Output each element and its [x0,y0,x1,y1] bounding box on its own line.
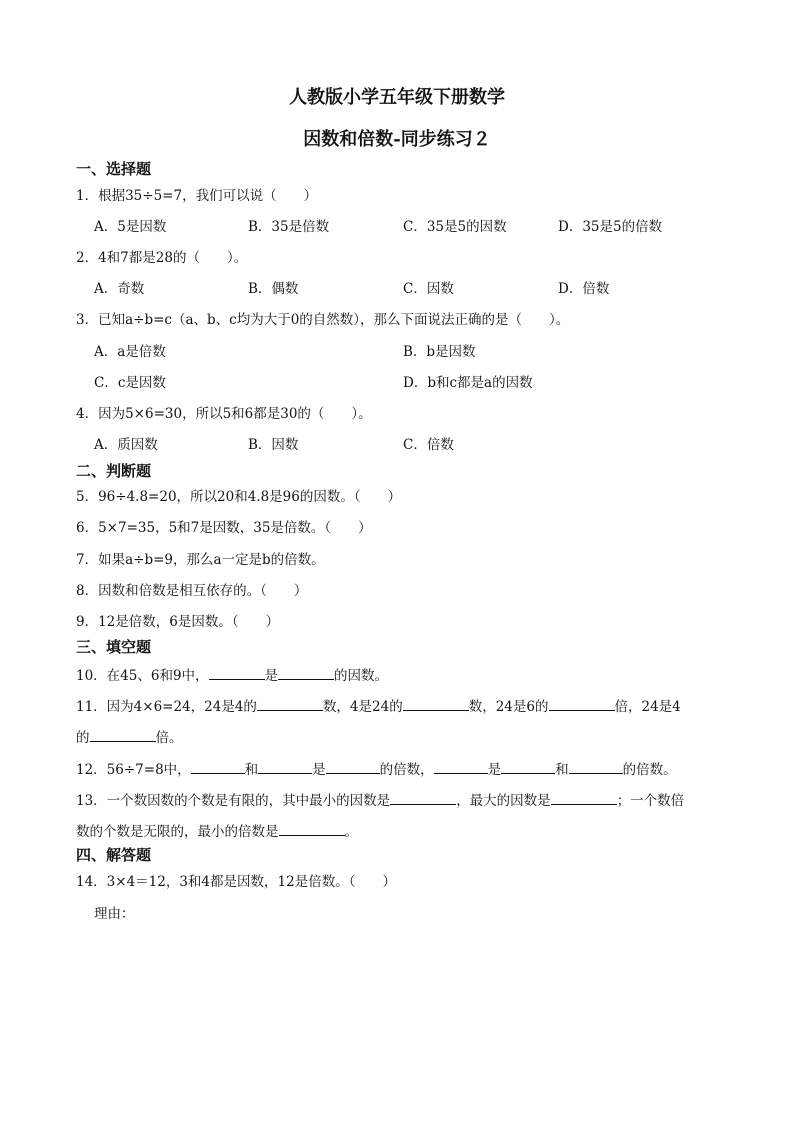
q11-text-6: 倍。 [155,730,183,746]
section-heading-choice: 一、选择题 [76,160,152,178]
q4-option-a: A．质因数 [94,437,158,453]
question-1: 1．根据35÷5=7，我们可以说（ ） [76,188,318,204]
answer-blank[interactable] [326,758,380,774]
page-title: 人教版小学五年级下册数学 [289,87,505,108]
q3-option-c: C．c是因数 [94,375,166,391]
answer-blank[interactable] [501,758,555,774]
q12-text-5: 是 [487,762,502,778]
q13-text-4: 数的个数是无限的，最小的倍数是 [76,824,279,840]
question-2: 2．4和7都是28的（ ）。 [76,250,248,266]
question-9: 9．12是倍数，6是因数。（ ） [76,614,280,630]
q3-option-d: D．b和c都是a的因数 [403,375,533,391]
q10-text-1: 10．在45、6和9中， [76,668,209,684]
q1-option-a: A．5是因数 [94,219,167,235]
q4-option-b: B．因数 [248,437,299,453]
q1-option-c: C．35是5的因数 [403,219,507,235]
q13-text-1: 13．一个数因数的个数是有限的，其中最小的因数是 [76,793,391,809]
q4-option-c: C．倍数 [403,437,454,453]
answer-blank[interactable] [191,758,245,774]
question-7: 7．如果a÷b=9，那么a一定是b的倍数。 [76,552,325,568]
q12-text-4: 的倍数， [379,762,434,778]
q2-option-a: A．奇数 [94,281,145,297]
page-subtitle: 因数和倍数-同步练习２ [303,129,491,150]
q13-text-2: ，最大的因数是 [456,793,551,809]
answer-blank[interactable] [390,789,456,805]
answer-blank[interactable] [569,758,623,774]
question-4: 4．因为5×6=30，所以5和6都是30的（ ）。 [76,406,372,422]
question-13-line-1 [76,789,684,811]
question-5: 5．96÷4.8=20，所以20和4.8是96的因数。（ ） [76,489,402,505]
section-heading-solve: 四、解答题 [76,846,152,864]
question-8: 8．因数和倍数是相互依存的。（ ） [76,583,308,599]
q14-reason-label: 理由： [94,906,135,922]
q12-text-6: 和 [555,762,569,778]
answer-blank[interactable] [90,726,156,742]
q11-text-5: 的 [76,730,90,746]
q1-option-b: B．35是倍数 [248,219,330,235]
q10-text-2: 是 [264,668,279,684]
answer-blank[interactable] [258,758,312,774]
q12-text-7: 的倍数。 [622,762,677,778]
answer-blank[interactable] [434,758,488,774]
answer-blank[interactable] [551,789,617,805]
q10-text-3: 的因数。 [334,668,389,684]
question-11-line-1 [76,695,681,717]
q12-text-2: 和 [244,762,259,778]
question-10 [76,664,388,686]
q3-option-b: B．b是因数 [403,344,476,360]
q11-text-2: 数，4是24的 [322,699,403,715]
q11-text-4: 倍，24是4 [614,699,681,715]
q3-option-a: A．a是倍数 [94,344,166,360]
section-heading-judge: 二、判断题 [76,462,152,480]
answer-blank[interactable] [257,695,323,711]
q13-text-5: 。 [344,824,358,840]
section-heading-fill: 三、填空题 [76,638,152,656]
answer-blank[interactable] [279,820,345,836]
question-3: 3．已知a÷b=c（a、b、c均为大于0的自然数），那么下面说法正确的是（ ）。 [76,312,570,328]
q13-text-3: ；一个数倍 [616,793,685,809]
question-11-line-2 [76,726,183,748]
answer-blank[interactable] [278,664,334,680]
answer-blank[interactable] [549,695,615,711]
q11-text-3: 数，24是6的 [468,699,549,715]
question-12 [76,758,677,780]
q2-option-b: B．偶数 [248,281,299,297]
q11-text-1: 11．因为4×6=24，24是4的 [76,699,257,715]
q1-option-d: D．35是5的倍数 [558,219,663,235]
question-14: 14．3×4＝12，3和4都是因数，12是倍数。（ ） [76,874,396,890]
q2-option-c: C．因数 [403,281,454,297]
q2-option-d: D．倍数 [558,281,610,297]
q12-text-3: 是 [312,762,326,778]
answer-blank[interactable] [403,695,469,711]
q12-text-1: 12．56÷7=8中， [76,762,191,778]
question-13-line-2 [76,820,358,842]
answer-blank[interactable] [209,664,265,680]
question-6: 6．5×7=35，5和7是因数，35是倍数。（ ） [76,520,372,536]
